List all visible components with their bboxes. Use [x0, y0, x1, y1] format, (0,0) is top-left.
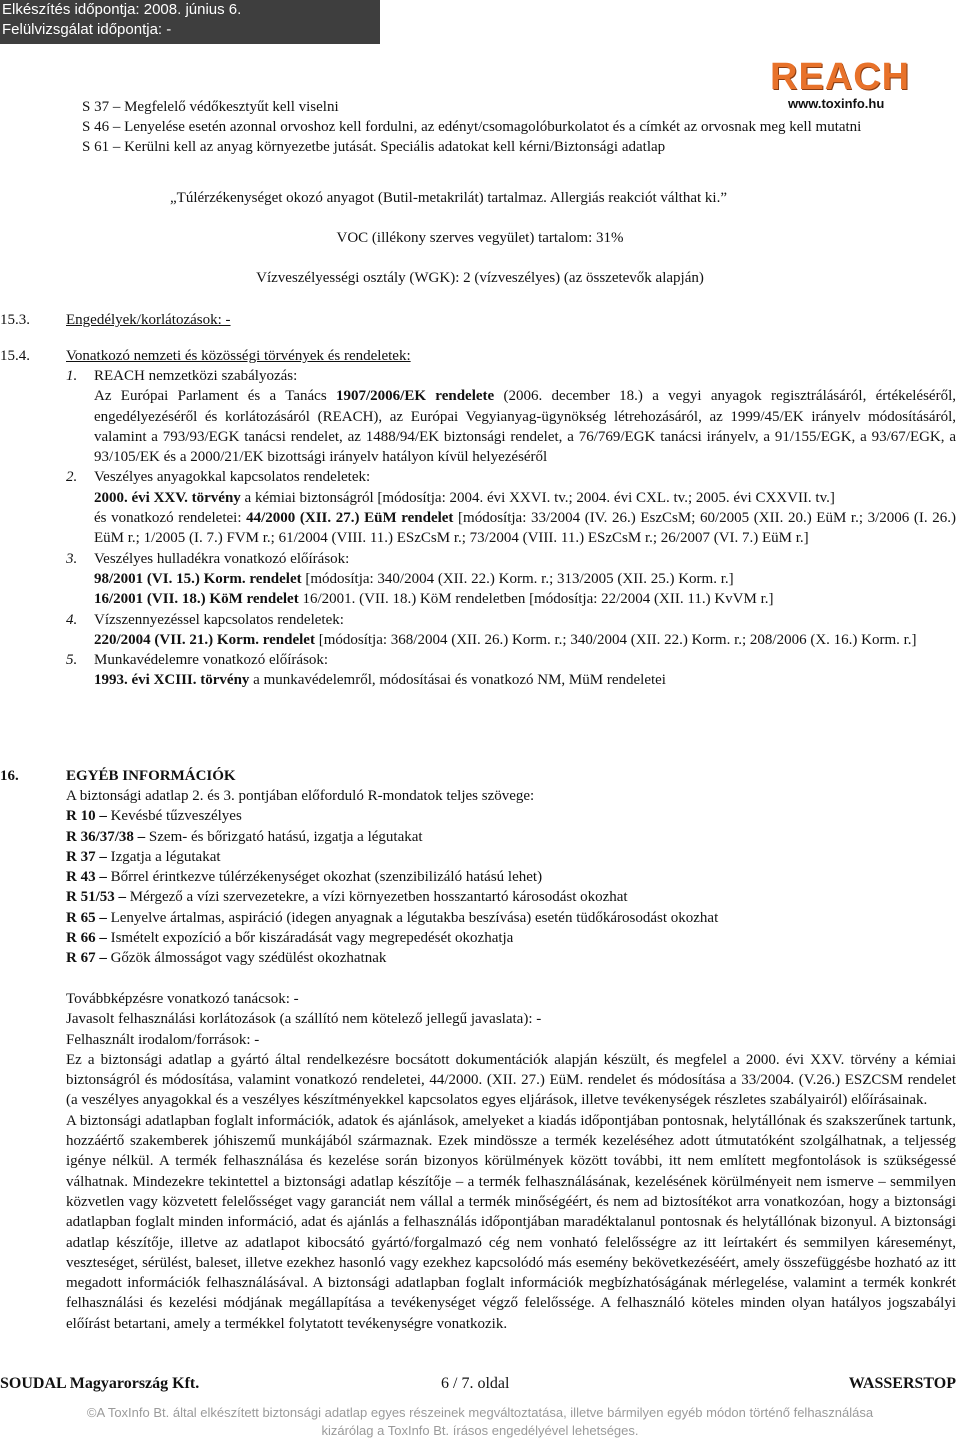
voc-content: VOC (illékony szerves vegyület) tartalom: 31% [336, 230, 624, 246]
section-16-title: EGYÉB INFORMÁCIÓK [66, 768, 236, 784]
s-phrase-37: S 37 – Megfelelő védőkesztyűt kell viselni [82, 99, 339, 115]
spacer [66, 969, 956, 989]
reg-2-title: 2. Veszélyes anyagokkal kapcsolatos rendeletek: [66, 469, 371, 486]
restrictions-note: Javasolt felhasználási korlátozások (a szállító nem kötelező jellegű javaslata): - [66, 1011, 542, 1028]
section-16-body [66, 786, 956, 1334]
reg-5-title: 5. Munkavédelemre vonatkozó előírások: [66, 652, 329, 669]
compliance-paragraph: Ez a biztonsági adatlap a gyártó által rendelkezésre bocsátott dokumentációk alapján készült, és megfelel a 2000. évi XXV. törvény a kémiai biztonságról és módosítása, valamint vonatkozó rendeletei, 44/2000. (XII. 27.) EüM. rendelet és módosítása a 33/2004. (V.26.) ESZCSM rendelet (a veszélyes anyagokkal és a veszélyes készítményekkel kapcsolatos egyes eljárások, illetve tevékenységek részletes szabályairól) előírásainak. [66, 1051, 956, 1109]
r-phrase: R 37 – Izgatja a légutakat [66, 848, 221, 865]
logo-url: www.toxinfo.hu [788, 96, 885, 111]
r-phrase: R 51/53 – Mérgező a vízi szervezetekre, a vízi környezetben hosszantartó károsodást okozhat [66, 889, 628, 906]
r-phrase: R 36/37/38 – Szem- és bőrizgató hatású, izgatja a légutakat [66, 828, 423, 845]
r-phrase: R 67 – Gőzök álmosságot vagy szédülést okozhatnak [66, 950, 387, 967]
disclaimer-paragraph: A biztonsági adatlapban foglalt információk, adatok és ajánlások, amelyeket a kiadás időpontjában pontosnak, helytállónak és szakszerűnek tartunk, hozzáértő szakemberek jóhiszemű munkájából származnak. Ezek mindössze a termék kezeléséhez adott útmutatóként szolgálhatnak, a teljesség igénye nélkül. A termék felhasználása és kezelése során bizonyos körülmények között további, itt nem említett megfontolások is szükségessé válhatnak. Mindezekre tekintettel a biztonsági adatlap készítője – a termék felhasználásának, kezelésének körülményeit nem ismerve – semmilyen közvetlen vagy közvetett felelősséget vagy garanciát nem vállal a termék minőségéért, és nem ad biztosítékot arra vonatkozóan, hogy a biztonsági adatlapban foglalt minden információ, adat és ajánlás a felhasználás időpontjában maradéktalanul pontosnak és helytállónak bizonyul. A biztonsági adatlap készítője, illetve az adatlapot kibocsátó gyártó/forgalmazó cég nem vonható felelősségre az itt leírtakért és semmilyen káreseményt, veszteséget, sérülést, baleset, illetve ezekhez hasonló vagy ezekhez kapcsolódó más esemény bekövetkezéséért, amely összefüggésbe hozható az itt megadott információk felhasználásával. A biztonsági adatlapban foglalt információk megbízhatóságának mérlegelése, valamint a termék konkrét felhasználási és kezelési módjának megállapítása a tevékenységet végző felelőssége. A felhasználó köteles minden olyan hatályos jogszabályi előírást betartani, amely a termékkel folytatott tevékenységre vonatkozik. [66, 1112, 956, 1332]
reg-2-line1: 2000. évi XXV. törvény a kémiai biztonságról [módosítja: 2004. évi XXVI. tv.; 2004. évi CXL. tv.; 2005. évi CXXVII. tv.] [94, 489, 835, 506]
reg-1-title: 1. REACH nemzetközi szabályozás: [66, 368, 298, 384]
reg-4-title: 4. Vízszennyezéssel kapcsolatos rendeletek: [66, 611, 344, 628]
logo-word: REACH [770, 56, 911, 98]
literature-note: Felhasznált irodalom/források: - [66, 1031, 260, 1048]
footer-product: WASSERSTOP [848, 1375, 956, 1392]
r-phrase: R 66 – Ismételt expozíció a bőr kiszáradását vagy megrepedését okozhatja [66, 930, 514, 947]
training-note: Továbbképzésre vonatkozó tanácsok: - [66, 990, 299, 1007]
reviewed-date: Felülvizsgálat időpontja: - [2, 21, 172, 38]
s-phrase-61: S 61 – Kerülni kell az anyag környezetbe jutását. Speciális adatokat kell kérni/Biztonsági adatlap [82, 139, 666, 155]
section-15-3-label: Engedélyek/korlátozások: - [66, 312, 231, 328]
copyright-line-2: kizárólag a ToxInfo Bt. írásos engedélyével lehetséges. [321, 1423, 639, 1438]
section-16-number: 16. [0, 768, 19, 784]
reg-3-title: 3. Veszélyes hulladékra vonatkozó előírások: [66, 550, 350, 567]
sensitizer-label: „Túlérzékenységet okozó anyagot (Butil-metakrilát) tartalmaz. Allergiás reakciót válthat ki.” [170, 190, 727, 206]
section-15-4-number: 15.4. [0, 348, 30, 364]
r-phrase: R 65 – Lenyelve ártalmas, aspiráció (idegen anyagnak a légutakba beszívása) esetén tüdőkárosodást okozhat [66, 909, 719, 926]
r-phrase: R 10 – Kevésbé tűzveszélyes [66, 808, 242, 825]
r-phrase: R 43 – Bőrrel érintkezve túlérzékenységet okozhat (szenzibilizáló hatású lehet) [66, 869, 543, 886]
header-bar [0, 0, 380, 44]
reach-logo [770, 58, 950, 112]
page-footer [0, 1375, 960, 1397]
created-date: Elkészítés időpontja: 2008. június 6. [2, 1, 242, 18]
reg-5-line1: 1993. évi XCIII. törvény a munkavédelemről, módosításai és vonatkozó NM, MüM rendeletei [94, 672, 666, 689]
reg-2-line2: és vonatkozó rendeletei: 44/2000 (XII. 27.) EüM rendelet [módosítja: 33/2004 (IV. 26.) EszCsM; 60/2005 (XII. 20.) EüM r.; 3/2006 (I. 26.) EüM r.; 1/2005 (I. 7.) FVM r.; 61/2004 (VIII. 11.) ESzCsM r.; 73/2004 (VIII. 11.) ESzCsM r.; 26/2007 (VI. 7.) EüM r.] [94, 510, 956, 547]
footer-company: SOUDAL Magyarország Kft. [0, 1375, 200, 1392]
s-phrase-46: S 46 – Lenyelése esetén azonnal orvoshoz kell fordulni, az edényt/csomagolóburkolatot és a címkét az orvosnak meg kell mutatni [82, 119, 862, 135]
section-15-3-number: 15.3. [0, 312, 30, 328]
reg-3-line2: 16/2001 (VII. 18.) KöM rendelet 16/2001. (VII. 18.) KöM rendeletben [módosítja: 22/2004 (XII. 11.) KvVM r.] [94, 591, 774, 608]
copyright-line-1: ©A ToxInfo Bt. által elkészített biztonsági adatlap egyes részeinek megváltoztatása, illetve bármilyen egyéb módon történő felhasználása [86, 1405, 874, 1420]
r-phrases-intro: A biztonsági adatlap 2. és 3. pontjában előforduló R-mondatok teljes szövege: [66, 788, 535, 804]
reg-3-line1: 98/2001 (VI. 15.) Korm. rendelet [módosítja: 340/2004 (XII. 22.) Korm. r.; 313/2005 (XII. 25.) Korm. r.] [94, 570, 734, 587]
regulations-list [66, 366, 956, 691]
reg-1-body: Az Európai Parlament és a Tanács 1907/2006/EK rendelete (2006. december 18.) a vegyi anyagok regisztrálásáról, értékeléséről, engedélyezéséről és korlátozásáról (REACH), az Európai Vegyianyag-ügynökség létrehozásáról, az 1999/45/EK irányelv módosításáról, valamint a 793/93/EGK tanácsi rendelet, az 1488/94/EK biztonsági rendelet, a 76/769/EGK tanácsi irányelv, a 91/155/EGK, a 93/67/EGK, a 93/105/EK és a 2000/21/EK bizottsági irányelv hatályon kívül helyezéséről [94, 388, 956, 466]
footer-page-number: 6 / 7. oldal [441, 1375, 510, 1392]
wgk-class: Vízveszélyességi osztály (WGK): 2 (vízveszélyes) (az összetevők alapján) [256, 270, 704, 286]
section-15-4-label: Vonatkozó nemzeti és közösségi törvények és rendeletek: [66, 348, 411, 364]
reg-4-line1: 220/2004 (VII. 21.) Korm. rendelet [módosítja: 368/2004 (XII. 26.) Korm. r.; 340/2004 (XII. 22.) Korm. r.; 208/2006 (X. 16.) Korm. r.] [94, 631, 917, 648]
